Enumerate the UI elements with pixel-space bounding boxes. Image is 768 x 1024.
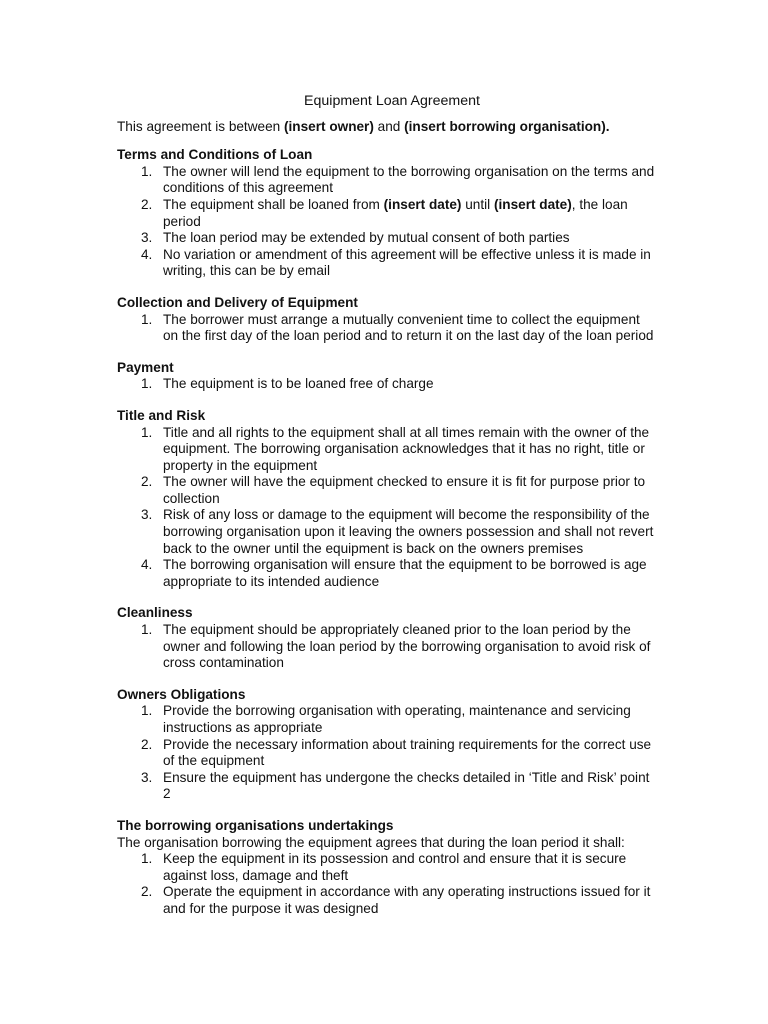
list-item-text: Ensure the equipment has undergone the checks detailed in ‘Title and Risk’ point 2 <box>163 769 650 802</box>
list-item-number: 1. <box>141 311 153 327</box>
numbered-list <box>117 851 657 917</box>
intro-text: This agreement is between <box>117 118 284 134</box>
list-item <box>117 312 657 345</box>
numbered-list <box>117 312 657 345</box>
list-item-text: The owner will lend the equipment to the borrowing organisation on the terms and conditions of this agreement <box>163 163 655 196</box>
list-item <box>117 474 657 507</box>
list-item-number: 3. <box>141 507 153 523</box>
list-item-text: Risk of any loss or damage to the equipment will become the responsibility of the borrowing organisation upon it leaving the owners possession and shall not revert back to the owner until the equipment is back on the owners premises <box>163 507 654 556</box>
sections-container <box>117 147 657 917</box>
list-item <box>117 770 657 803</box>
numbered-list <box>117 622 657 672</box>
section-heading: Title and Risk <box>117 407 206 423</box>
intro-borrower-placeholder: (insert borrowing organisation). <box>404 118 610 134</box>
list-item-text: Keep the equipment in its possession and control and ensure that it is secure against loss, damage and theft <box>163 851 627 883</box>
list-item <box>117 247 657 280</box>
section <box>117 360 657 393</box>
list-item-number: 1. <box>141 376 153 392</box>
list-item-text: The equipment should be appropriately cleaned prior to the loan period by the owner and following the loan period by the borrowing organisation to avoid risk of cross contamination <box>163 622 651 671</box>
section <box>117 295 657 345</box>
list-item <box>117 197 657 230</box>
section-heading: Payment <box>117 359 174 375</box>
list-item <box>117 376 657 393</box>
numbered-list <box>117 425 657 591</box>
document-page <box>117 93 657 933</box>
numbered-list <box>117 376 657 393</box>
list-item <box>117 230 657 247</box>
list-item-number: 2. <box>141 884 153 900</box>
numbered-list <box>117 703 657 803</box>
list-item-text: The borrower must arrange a mutually convenient time to collect the equipment on the first day of the loan period and to return it on the last day of the loan period <box>163 311 654 344</box>
list-item-number: 2. <box>141 474 153 490</box>
list-item-number: 1. <box>141 703 153 719</box>
intro-owner-placeholder: (insert owner) <box>284 118 374 134</box>
list-item-number: 4. <box>141 557 153 573</box>
section <box>117 147 657 280</box>
document-title: Equipment Loan Agreement <box>304 93 480 109</box>
date-placeholder: (insert date) <box>493 196 572 212</box>
list-item-text: No variation or amendment of this agreement will be effective unless it is made in writing, this can be by email <box>163 246 651 279</box>
list-item <box>117 884 657 917</box>
section-intro: The organisation borrowing the equipment agrees that during the loan period it shall: <box>117 834 625 850</box>
list-item-number: 4. <box>141 246 153 262</box>
list-item-number: 3. <box>141 769 153 785</box>
list-item-number: 1. <box>141 851 153 867</box>
list-item-text: Provide the necessary information about training requirements for the correct use of the equipment <box>163 736 652 769</box>
date-placeholder: (insert date) <box>383 196 462 212</box>
list-item <box>117 703 657 736</box>
list-item-text: Title and all rights to the equipment shall at all times remain with the owner of the equipment. The borrowing organisation acknowledges that it has no right, title or property in the equipment <box>163 424 650 473</box>
list-item-number: 2. <box>141 736 153 752</box>
section <box>117 687 657 803</box>
list-item-number: 1. <box>141 622 153 638</box>
list-item-text: until <box>461 196 494 212</box>
list-item <box>117 425 657 475</box>
list-item <box>117 622 657 672</box>
list-item-number: 1. <box>141 163 153 179</box>
section <box>117 408 657 591</box>
section <box>117 818 657 918</box>
list-item-text: The equipment shall be loaned from <box>163 196 384 212</box>
agreement-intro <box>117 119 657 136</box>
section-heading: Terms and Conditions of Loan <box>117 147 313 163</box>
list-item-text: The loan period may be extended by mutual consent of both parties <box>163 230 570 246</box>
section <box>117 605 657 671</box>
list-item <box>117 737 657 770</box>
numbered-list <box>117 164 657 280</box>
list-item <box>117 164 657 197</box>
section-heading: Cleanliness <box>117 605 193 621</box>
list-item-number: 2. <box>141 196 153 212</box>
section-heading: Owners Obligations <box>117 686 246 702</box>
list-item-number: 1. <box>141 424 153 440</box>
list-item <box>117 851 657 884</box>
list-item <box>117 557 657 590</box>
list-item-text: The owner will have the equipment checked to ensure it is fit for purpose prior to collection <box>163 474 646 506</box>
list-item-text: , the loan period <box>163 196 628 229</box>
list-item-number: 3. <box>141 230 153 246</box>
list-item-text: The equipment is to be loaned free of charge <box>163 376 434 392</box>
section-heading: Collection and Delivery of Equipment <box>117 294 358 310</box>
intro-text: and <box>373 118 405 134</box>
list-item-text: The borrowing organisation will ensure that the equipment to be borrowed is age appropriate to its intended audience <box>163 557 647 589</box>
list-item-text: Provide the borrowing organisation with operating, maintenance and servicing instructions as appropriate <box>163 703 631 735</box>
list-item-text: Operate the equipment in accordance with any operating instructions issued for it and for the purpose it was designed <box>163 884 651 916</box>
section-heading: The borrowing organisations undertakings <box>117 817 394 833</box>
list-item <box>117 507 657 557</box>
